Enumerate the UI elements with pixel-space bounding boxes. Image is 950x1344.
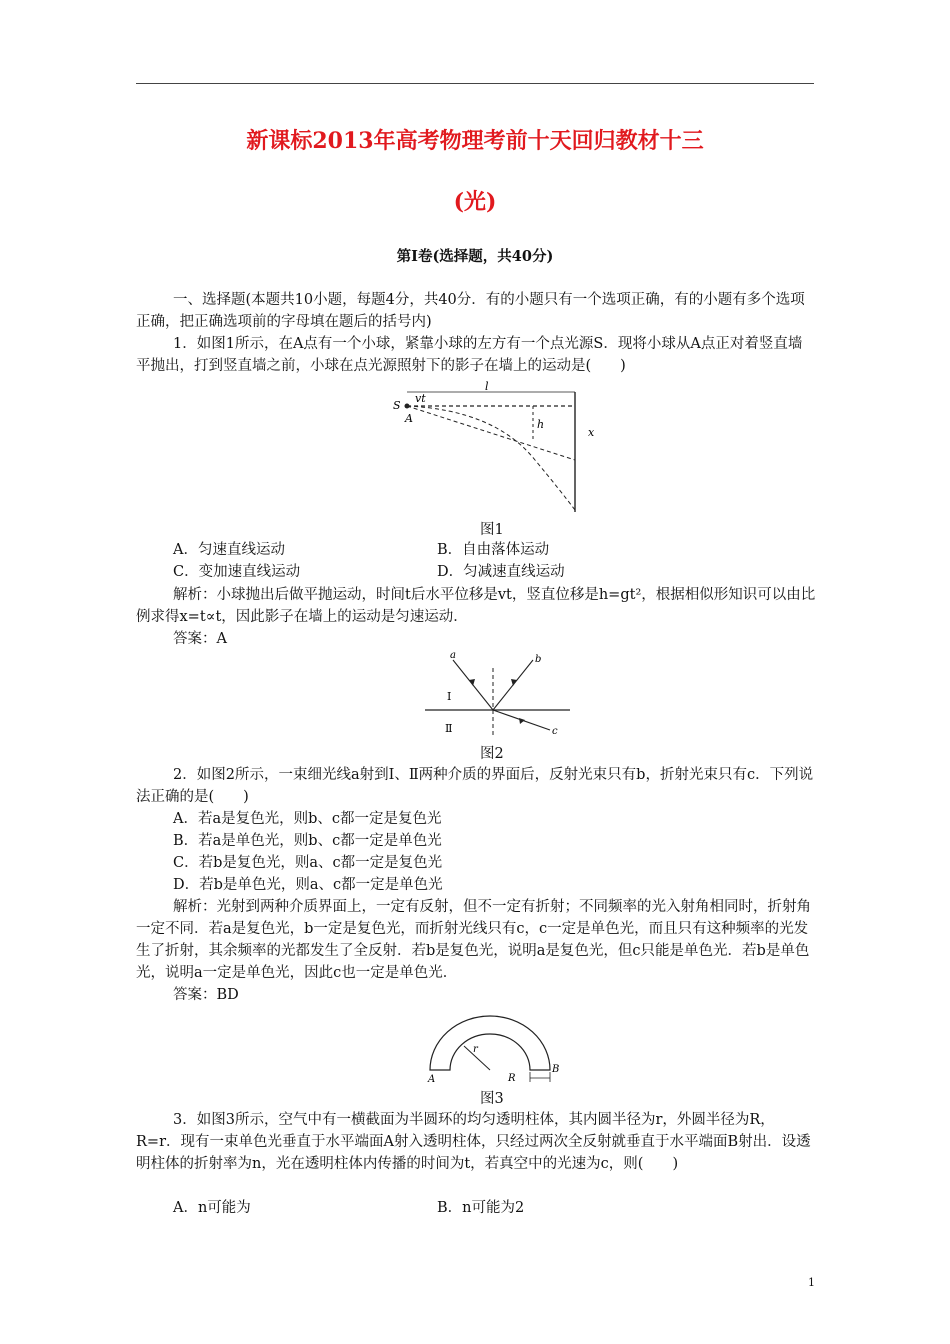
q2-stem: 2．如图2所示，一束细光线a射到Ⅰ、Ⅱ两种介质的界面后，反射光束只有b，折射光束只有c．下列说法正确的是( ) [136, 767, 814, 805]
figure-2-caption: 图2 [480, 746, 504, 762]
figure-3-caption: 图3 [480, 1091, 504, 1107]
figure-3 [418, 1006, 563, 1084]
label-R: R [508, 1073, 516, 1084]
label-vt: vt [415, 392, 426, 405]
shadow-ray-line [407, 406, 575, 460]
q1-analysis: 解析：小球抛出后做平抛运动，时间t后水平位移是vt，竖直位移是h=gt²，根据相似形知识可以由比例求得x=t∝t，因此影子在墙上的运动是匀速运动． [136, 587, 816, 625]
label-medium-I: Ⅰ [447, 690, 452, 703]
label-c: c [552, 726, 558, 737]
page-title: 新课标2013年高考物理考前十天回归教材十三 [246, 128, 704, 154]
q3-option-a: A．n可能为 [173, 1200, 251, 1216]
section-heading: 第Ⅰ卷(选择题，共40分) [396, 248, 554, 265]
label-A: A [428, 1074, 436, 1084]
q2-option-b: B．若a是单色光，则b、c都一定是单色光 [173, 833, 442, 849]
q1-option-b: B．自由落体运动 [437, 542, 550, 558]
page-subtitle: (光) [453, 189, 497, 215]
q2-option-a: A．若a是复色光，则b、c都一定是复色光 [173, 811, 442, 827]
figure-2 [425, 648, 570, 738]
header-rule [136, 83, 814, 84]
q1-option-c: C．变加速直线运动 [173, 564, 301, 580]
instructions: 一、选择题(本题共10小题，每题4分，共40分．有的小题只有一个选项正确，有的小题有多个选项正确，把正确选项前的字母填在题后的括号内) [136, 292, 805, 330]
q2-option-c: C．若b是复色光，则a、c都一定是复色光 [173, 855, 443, 871]
label-r: r [473, 1044, 478, 1055]
q2-option-d: D．若b是单色光，则a、c都一定是单色光 [173, 877, 443, 893]
label-x: x [588, 426, 595, 439]
q2-answer: 答案：BD [173, 987, 239, 1003]
label-A: A [405, 412, 413, 425]
label-S: S [393, 399, 401, 412]
figure-1 [385, 380, 615, 512]
arrow-a [469, 679, 475, 686]
arrow-b [511, 679, 517, 686]
label-h: h [537, 418, 545, 431]
label-a: a [450, 650, 456, 661]
label-b: b [535, 654, 542, 665]
q3-option-b: B．n可能为2 [437, 1200, 525, 1216]
q1-answer: 答案：A [173, 631, 227, 647]
ball-dot [405, 404, 410, 409]
label-B: B [552, 1064, 560, 1075]
q1-option-a: A．匀速直线运动 [173, 542, 285, 558]
label-l: l [485, 380, 489, 393]
page-number: 1 [808, 1276, 815, 1289]
q1-option-d: D．匀减速直线运动 [437, 564, 565, 580]
label-medium-II: Ⅱ [445, 722, 453, 735]
half-ring [430, 1016, 550, 1070]
q3-stem: 3．如图3所示，空气中有一横截面为半圆环的均匀透明柱体，其内圆半径为r，外圆半径为R，R=r．现有一束单色光垂直于水平端面A射入透明柱体，只经过两次全反射就垂直于水平端面B射出．设透明柱体的折射率为n，光在透明柱体内传播的时间为t，若真空中的光速为c，则( ) [136, 1112, 811, 1172]
figure-1-caption: 图1 [480, 522, 504, 538]
q1-stem: 1．如图1所示，在A点有一个小球，紧靠小球的左方有一个点光源S．现将小球从A点正对着竖直墙平抛出，打到竖直墙之前，小球在点光源照射下的影子在墙上的运动是( ) [136, 336, 803, 374]
q2-analysis: 解析：光射到两种介质界面上，一定有反射，但不一定有折射；不同频率的光入射角相同时，折射角一定不同．若a是复色光，b一定是复色光，而折射光线只有c，c一定是单色光，而且只有这种频率的光发生了折射，其余频率的光都发生了全反射．若b是复色光，说明a是复色光，但c只能是单色光．若b是单色光，说明a一定是单色光，因此c也一定是单色光． [136, 899, 811, 981]
trajectory-curve [407, 406, 575, 510]
